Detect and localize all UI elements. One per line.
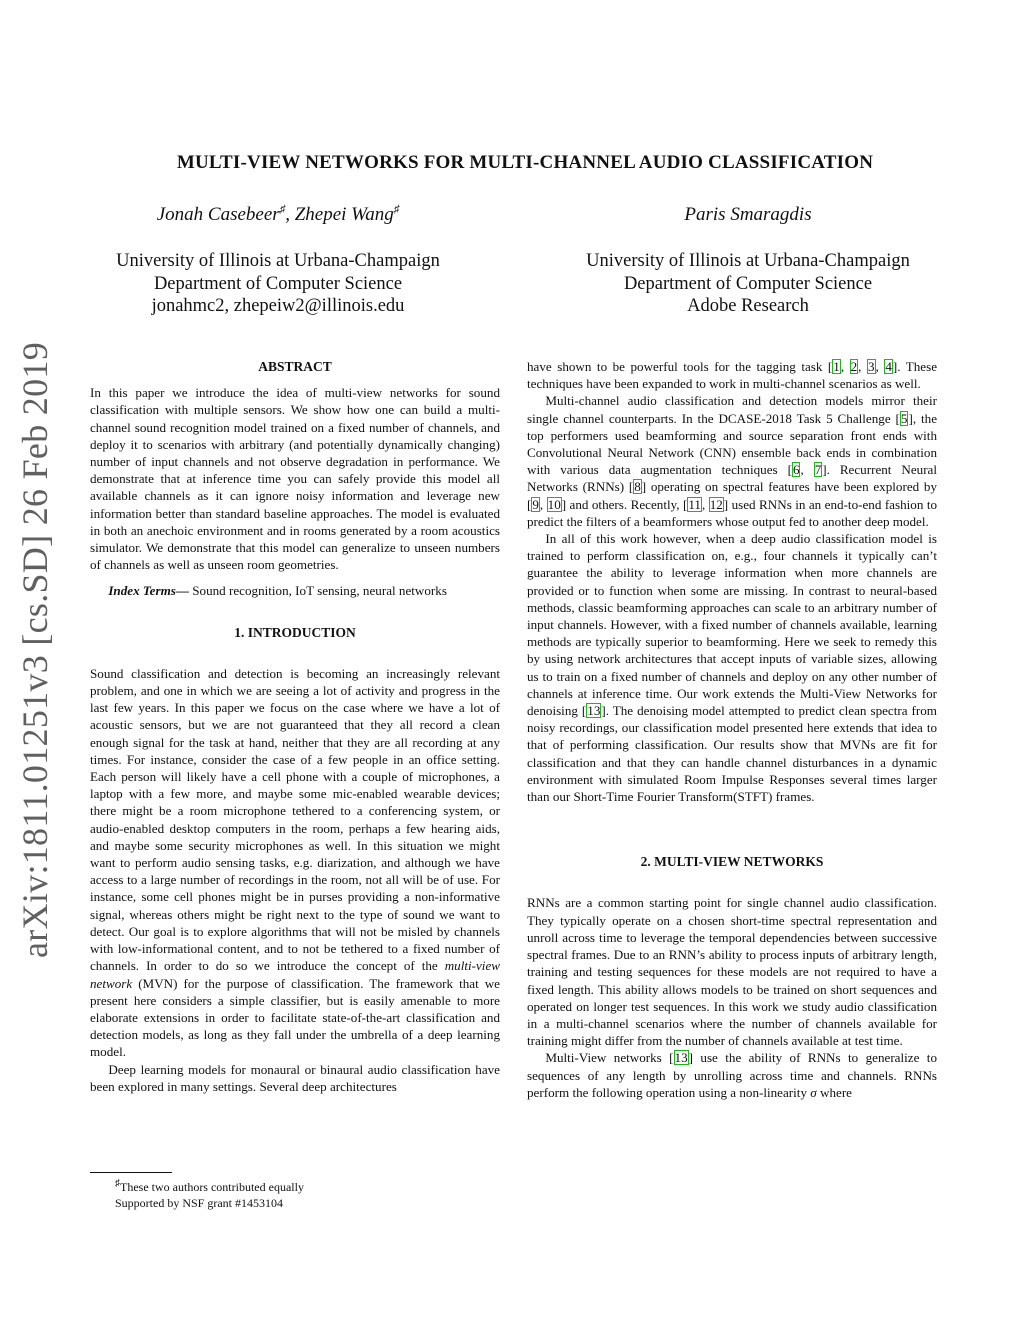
intro-paragraph: In all of this work however, when a deep audio classification model is trained to perform classification on, e.g., four channels it typically can’t guarantee the ability to leverage information when more channels are provided or to function when some are missing. In contrast to neural-based methods, classic beamforming approaches can scale to an arbitrary number of input channels. However, with a fixed number of channels available, learning methods are typically superior to beamforming. Here we seek to remedy this by using network architectures that accept inputs of variable sizes, allowing us to train on a fixed number of channels and deploy on any other number of channels at inference time. Our work extends the Multi-View Networks for denoising [13]. The denoising model attempted to predict clean spectra from noisy recordings, our classification model presented here extends that idea to that of performing classification. Our results show that MVNs are fit for classification and that they can handle channel disturbances in a dynamic environment with simulated Room Impulse Responses several times larger than our Short-Time Fourier Transform(STFT) frames. xyxy=(527,531,937,805)
mvn-paragraph: RNNs are a common starting point for single channel audio classification. They typically operate on a chosen short-time spectral representation and unroll across time to leverage the temporal dependencies between successive spectral frames. Due to an RNN’s ability to process inputs of arbitrary length, training and testing sequences for these models are not required to have a fixed length. This ability allows models to be trained on short sequences and operated on longer test sequences. In this work we study audio classification in a multi-channel scenarios where the number of channels available for training might differ from the number of channels available at test time. xyxy=(527,895,937,1049)
citation-link[interactable]: 5 xyxy=(900,410,908,426)
citation-link[interactable]: 3 xyxy=(867,359,875,374)
author-email: jonahmc2, zhepeiw2@illinois.edu xyxy=(151,296,405,316)
citation-link[interactable]: 11 xyxy=(688,496,701,512)
equal-contrib-mark: ♯ xyxy=(393,203,400,216)
affiliation-line: University of Illinois at Urbana-Champaign xyxy=(586,251,910,271)
abstract-heading: ABSTRACT xyxy=(258,359,332,374)
citation-link[interactable]: 6 xyxy=(792,462,800,478)
intro-paragraph: Sound classification and detection is becoming an increasingly relevant problem, and one in which we are seeing a lot of activity and progress in the last few years. In this paper we focus on the case where we have a lot of acoustic sensors, but we are not guaranteed that they all record a clean enough signal for the task at hand, neither that they are all recording at any times. For instance, consider the case of a few people in an office setting. Each person will likely have a cell phone with a couple of microphones, a laptop with a few more, and maybe some mic-enabled wearable devices; there might be a room microphone tethered to a conferencing system, or audio-enabled desktop computers in the room, perhaps a few hearing aids, and maybe some security microphones as well. In this situation we might want to perform audio sensing tasks, e.g. diarization, and although we have access to a large number of recordings in the room, not all will be of use. For instance, some cell phones might be in purses providing a non-informative signal, whereas others might be right next to the type of sound we want to detect. Our goal is to explore algorithms that will not be misled by channels with low-informational content, and to not be tethered to a fixed number of channels. In order to do so we introduce the concept of the multi-view network (MVN) for the purpose of classification. The framework that we present here considers a simple classifier, but is easily amenable to more elaborate extensions in order to facilitate state-of-the-art classification and detection models, as long as they fall under the umbrella of a deep learning model. xyxy=(90,665,500,1060)
arxiv-identifier xyxy=(0,330,70,970)
author-names-left xyxy=(58,202,498,232)
citation-link[interactable]: 13 xyxy=(587,703,601,719)
author-block-right xyxy=(528,202,968,318)
citation-link[interactable]: 7 xyxy=(814,462,822,478)
author-separator: , xyxy=(285,204,295,225)
index-terms-text: Sound recognition, IoT sensing, neural networks xyxy=(188,583,447,599)
footnotes xyxy=(90,1179,500,1211)
affiliation-right xyxy=(528,250,968,318)
author-name-2: Zhepei Wang xyxy=(294,204,394,225)
citation-link[interactable]: 2 xyxy=(850,359,858,374)
left-column xyxy=(90,358,500,1095)
index-terms-label: Index Terms— xyxy=(108,583,189,599)
citation-link[interactable]: 9 xyxy=(532,496,539,512)
author-block-left xyxy=(58,202,498,318)
footnote-funding: Supported by NSF grant #1453104 xyxy=(115,1196,283,1210)
citation-link[interactable]: 13 xyxy=(674,1050,688,1066)
citation-link[interactable]: 12 xyxy=(709,496,723,512)
intro-paragraph: Multi-channel audio classification and detection models mirror their single channel counterparts. In the DCASE-2018 Task 5 Challenge [5], the top performers used beamforming and source separation front ends with Convolutional Neural Network (CNN) ensemble back ends in combination with various data augmentation techniques [6, 7]. Recurrent Neural Networks (RNNs) [8] operating on spectral features have been explored by [9, 10] and others. Recently, [11, 12] used RNNs in an end-to-end fashion to predict the filters of a beamformers whose output fed to another deep model. xyxy=(527,393,938,529)
equal-contrib-mark: ♯ xyxy=(279,203,286,216)
citation-link[interactable]: 10 xyxy=(547,496,561,512)
paper-title: MULTI-VIEW NETWORKS FOR MULTI-CHANNEL AUDIO CLASSIFICATION xyxy=(176,152,874,173)
citation-link[interactable]: 4 xyxy=(885,359,892,374)
section-heading-multi-view-networks: 2. MULTI-VIEW NETWORKS xyxy=(640,854,824,870)
affiliation-line: Department of Computer Science xyxy=(153,273,403,294)
arxiv-identifier-text: arXiv:1811.01251v3 [cs.SD] 26 Feb 2019 xyxy=(15,341,55,959)
affiliation-line: Department of Computer Science xyxy=(623,273,873,294)
footnote-equal-contrib: ♯These two authors contributed equally xyxy=(115,1178,304,1194)
math-sigma: σ xyxy=(810,1084,817,1100)
citation-link[interactable]: 1 xyxy=(833,359,840,374)
intro-paragraph: Deep learning models for monaural or binaural audio classification have been explored in many settings. Several deep architectures xyxy=(90,1061,500,1094)
affiliation-line: Adobe Research xyxy=(687,296,809,316)
affiliation-line: University of Illinois at Urbana-Champaign xyxy=(116,251,440,271)
mvn-paragraph: Multi-View networks [13] use the ability of RNNs to generalize to sequences of any length by unrolling across time and channels. RNNs perform the following operation using a non-linearity σ where xyxy=(527,1050,937,1100)
emphasis-term: multi-view network xyxy=(90,958,500,991)
affiliation-left xyxy=(58,250,498,318)
right-column xyxy=(527,358,937,1101)
intro-paragraph: have shown to be powerful tools for the tagging task [1, 2, 3, 4]. These techniques have been expanded to work in multi-channel scenarios as well. xyxy=(527,359,938,392)
section-heading-introduction: 1. INTRODUCTION xyxy=(234,624,356,640)
abstract-text: In this paper we introduce the idea of multi-view networks for sound classification with multiple sensors. We show how one can build a multi-channel sound recognition model trained on a fixed number of channels, and deploy it to scenarios with arbitrary (and potentially dynamically changing) number of input channels and not observe degradation in performance. We demonstrate that at inference time you can safely provide this model all available channels as it can ignore noisy information and leverage new information better than standard baseline approaches. The model is evaluated in both an anechoic environment and in rooms generated by a room acoustics simulator. We demonstrate that this model can generalize to unseen numbers of channels as well as unseen room geometries. xyxy=(90,385,500,573)
citation-link[interactable]: 8 xyxy=(634,479,641,495)
footnote-rule xyxy=(90,1172,172,1173)
author-name-3: Paris Smaragdis xyxy=(684,204,812,225)
index-terms xyxy=(90,582,500,599)
author-name-1: Jonah Casebeer xyxy=(156,204,280,225)
